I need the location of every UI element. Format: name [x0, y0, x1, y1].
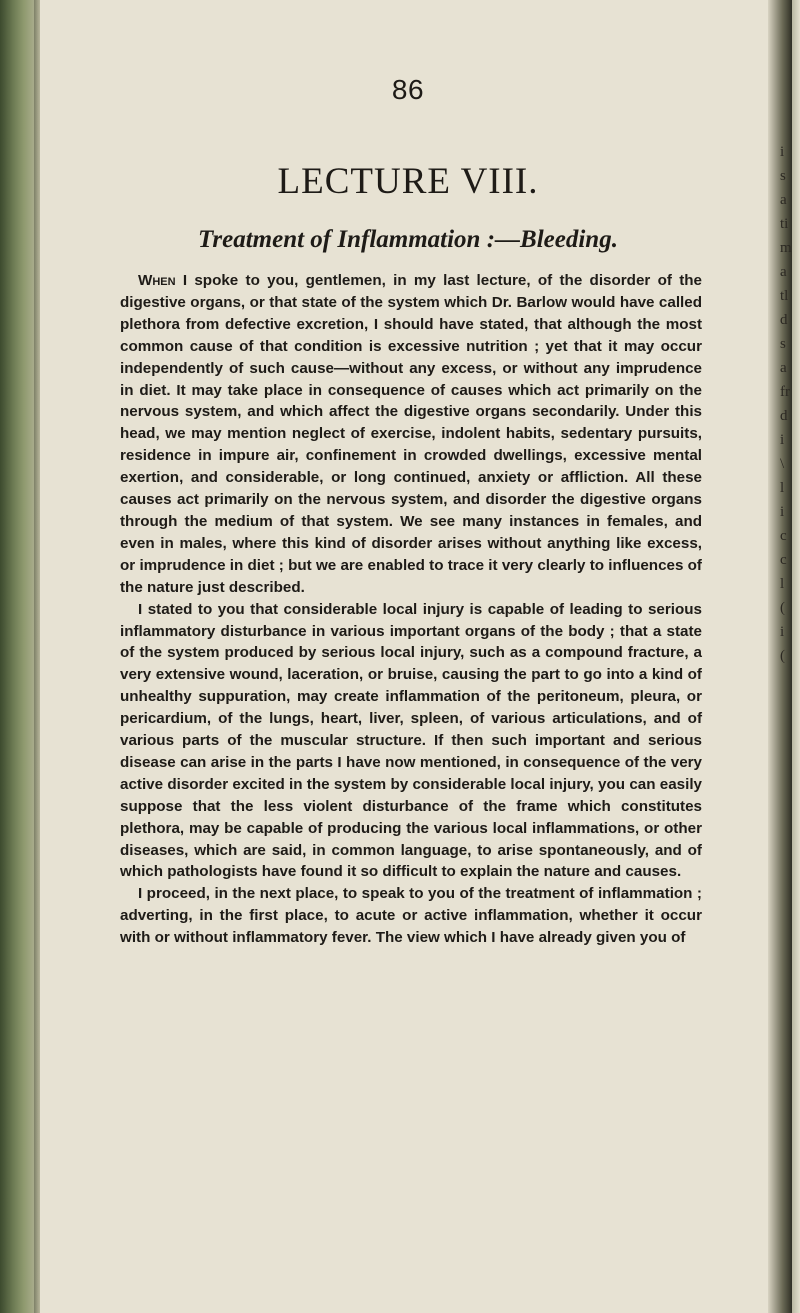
margin-fragment: i [780, 624, 785, 640]
margin-fragment: l [780, 480, 785, 496]
margin-fragment: tl [780, 288, 789, 304]
margin-fragment: s [780, 168, 786, 184]
margin-fragment: m [780, 240, 792, 256]
book-page [52, 0, 764, 1313]
paragraph-lead-word: When [138, 272, 176, 289]
page-number: 86 [391, 74, 425, 105]
lecture-heading: LECTURE VIII. [277, 161, 539, 202]
paragraph-1 [120, 270, 702, 599]
margin-fragment: s [780, 336, 786, 352]
margin-fragment: fr [780, 384, 790, 400]
margin-fragment: c [780, 528, 787, 544]
margin-fragment: l [780, 576, 785, 592]
margin-fragment: i [780, 144, 785, 160]
margin-fragment: a [780, 264, 787, 280]
margin-fragment: d [780, 408, 788, 424]
lecture-subtitle: Treatment of Inflammation :—Bleeding. [198, 226, 618, 253]
book-binding-left [0, 0, 40, 1313]
margin-fragment: d [780, 312, 788, 328]
margin-fragment: c [780, 552, 787, 568]
paragraph-text: I stated to you that considerable local injury is capable of leading to serious inflammatory disturbance in various important organs of the body ; that a state of the system produced by serious local injury, such as a compound fracture, a very extensive wound, laceration, or bruise, causing the part to go into a kind of unhealthy suppuration, may create inflammation of the peritoneum, pleura, or pericardium, of the lungs, heart, liver, spleen, of various articulations, and of various parts of the muscular structure. If then such important and serious disease can arise in the parts I have now mentioned, in consequence of the very active disorder excited in the system by considerable local injury, you can easily suppose that the less violent disturbance of the frame which constitutes plethora, may be capable of producing the various local inflammations, or other diseases, which are said, in common language, to arise spontaneously, and of which pathologists have found it so difficult to explain the nature and causes. [120, 600, 702, 881]
margin-fragment: a [780, 360, 787, 376]
margin-fragment: \ [780, 456, 785, 472]
margin-fragment: i [780, 504, 785, 520]
margin-fragment: ( [780, 600, 785, 616]
paragraph-3 [120, 883, 702, 949]
paragraph-text: I spoke to you, gentlemen, in my last lecture, of the disorder of the digestive organs, or that state of the system which Dr. Barlow would have called plethora from defective excretion, I should have stated, that although the most common cause of that condition is excessive nutrition ; yet that it may occur independently of such cause—without any excess, or without any imprudence in diet. It may take place in consequence of causes which act primarily on the nervous system, and which affect the digestive organs secondarily. Under this head, we may mention neglect of exercise, indolent habits, sedentary pursuits, residence in impure air, confinement in crowded dwellings, excessive mental exertion, and considerable, or long continued, anxiety or affliction. All these causes act primarily on the nervous system, and disorder the digestive organs through the medium of that system. We see many instances in females, and even in males, where this kind of disorder arises without anything like excess, or imprudence in diet ; but we are enabled to trace it very clearly to influences of the nature just described. [120, 272, 702, 596]
margin-fragment: ( [780, 648, 785, 664]
margin-fragment: i [780, 432, 785, 448]
lecture-body [120, 270, 702, 949]
margin-fragment: a [780, 192, 787, 208]
adjacent-page-margin-text [780, 140, 800, 668]
paragraph-text: I proceed, in the next place, to speak to you of the treatment of inflammation ; adverting, in the first place, to acute or active inflammation, whether it occur with or without inflammatory fever. The view which I have already given you of [120, 885, 702, 947]
paragraph-2 [120, 599, 702, 884]
margin-fragment: ti [780, 216, 789, 232]
